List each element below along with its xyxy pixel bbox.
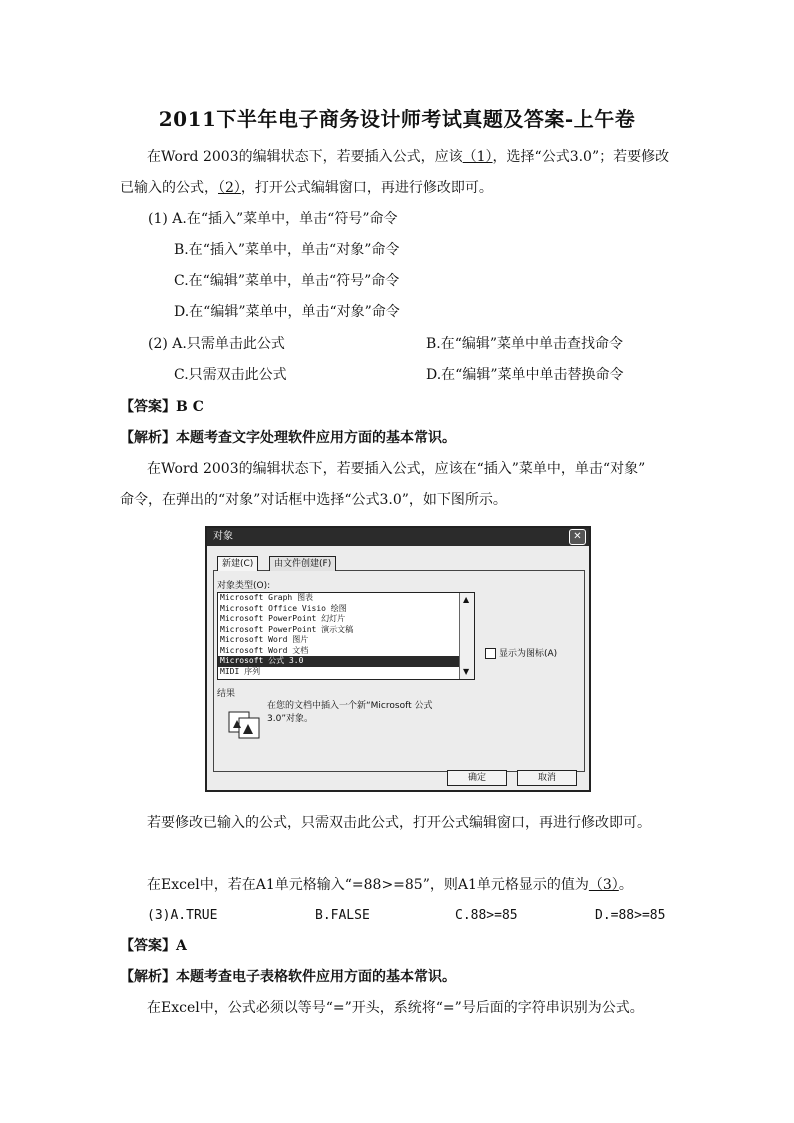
close-icon[interactable]: ✕ xyxy=(569,529,586,545)
analysis-3: 【解析】本题考查电子表格软件应用方面的基本常识。 xyxy=(120,969,456,985)
option-1a: (1) A.在“插入”菜单中，单击“符号”命令 xyxy=(148,211,398,227)
chevron-down-icon[interactable]: ▼ xyxy=(463,667,470,676)
option-3b: B.FALSE xyxy=(315,908,370,923)
result-line: 在您的文档中插入一个新“Microsoft 公式 xyxy=(267,701,433,711)
question-3-stem xyxy=(147,874,633,894)
ok-button[interactable]: 确定 xyxy=(447,770,507,786)
show-as-icon-label: 显示为图标(A) xyxy=(499,649,558,659)
stem-text: 。 xyxy=(618,877,633,893)
explanation-1-line2: 命令，在弹出的“对象”对话框中选择“公式3.0”，如下图所示。 xyxy=(120,492,507,508)
object-type-label: 对象类型(O): xyxy=(217,581,271,591)
question-1-stem-line2 xyxy=(120,177,493,197)
result-description xyxy=(267,700,432,726)
list-item[interactable]: Microsoft PowerPoint 幻灯片 xyxy=(220,614,346,623)
stem-text: 在Excel中，若在A1单元格输入“=88>=85”，则A1单元格显示的值为 xyxy=(147,877,589,893)
list-item[interactable]: Microsoft Office Visio 绘图 xyxy=(220,603,347,613)
analysis-1: 【解析】本题考查文字处理软件应用方面的基本常识。 xyxy=(120,430,456,446)
object-dialog xyxy=(205,526,591,792)
stem-text: ，选择“公式3.0”；若要修改 xyxy=(492,149,670,165)
option-1b: B.在“插入”菜单中，单击“对象”命令 xyxy=(174,242,400,258)
tab-from-file[interactable]: 由文件创建(F) xyxy=(269,556,336,571)
answer-3: 【答案】A xyxy=(120,938,187,954)
page-title: 2011下半年电子商务设计师考试真题及答案-上午卷 xyxy=(158,107,636,131)
option-1d: D.在“编辑”菜单中，单击“对象”命令 xyxy=(174,304,400,320)
blank-3: （3） xyxy=(588,877,619,893)
option-2a: (2) A.只需单击此公式 xyxy=(148,336,285,352)
list-item[interactable]: Microsoft Graph 图表 xyxy=(220,593,314,602)
option-3a: (3)A.TRUE xyxy=(147,908,218,923)
result-label: 结果 xyxy=(217,689,236,699)
option-2b: B.在“编辑”菜单中单击查找命令 xyxy=(426,336,624,352)
question-1-stem-line1 xyxy=(147,146,669,166)
option-1c: C.在“编辑”菜单中，单击“符号”命令 xyxy=(174,273,400,289)
tab-new[interactable]: 新建(C) xyxy=(217,556,258,571)
list-item[interactable]: Microsoft PowerPoint 演示文稿 xyxy=(220,624,354,634)
list-item[interactable]: Microsoft Word 图片 xyxy=(220,635,309,644)
option-3c: C.88>=85 xyxy=(455,908,518,923)
stem-text: ，打开公式编辑窗口，再进行修改即可。 xyxy=(240,180,493,196)
chevron-up-icon[interactable]: ▲ xyxy=(463,595,470,604)
show-as-icon-checkbox[interactable] xyxy=(485,646,557,659)
answer-1: 【答案】B C xyxy=(120,399,204,415)
blank-1: （1） xyxy=(462,149,493,165)
stem-text: 已输入的公式， xyxy=(120,180,218,196)
dialog-title: 对象 xyxy=(213,531,233,542)
option-2c: C.只需双击此公式 xyxy=(174,367,287,383)
list-scrollbar[interactable] xyxy=(459,593,474,679)
stem-text: 在Word 2003的编辑状态下，若要插入公式，应该 xyxy=(147,149,463,165)
blank-2: （2） xyxy=(218,180,241,196)
list-item[interactable]: MIDI 序列 xyxy=(220,666,261,676)
checkbox-icon[interactable] xyxy=(485,648,496,659)
result-line: 3.0”对象。 xyxy=(267,714,313,724)
list-item-selected[interactable]: Microsoft 公式 3.0 xyxy=(218,656,474,667)
document-icon xyxy=(227,708,263,742)
cancel-button[interactable]: 取消 xyxy=(517,770,577,786)
explanation-1-line1: 在Word 2003的编辑状态下，若要插入公式，应该在“插入”菜单中，单击“对象” xyxy=(147,461,646,477)
explanation-1-after: 若要修改已输入的公式，只需双击此公式，打开公式编辑窗口，再进行修改即可。 xyxy=(147,815,651,831)
option-2d: D.在“编辑”菜单中单击替换命令 xyxy=(426,367,624,383)
object-type-list[interactable] xyxy=(217,592,475,680)
list-item[interactable]: Microsoft Word 文档 xyxy=(220,645,309,655)
explanation-3: 在Excel中，公式必须以等号“=”开头，系统将“=”号后面的字符串识别为公式。 xyxy=(147,1000,644,1016)
dialog-titlebar xyxy=(207,528,589,546)
option-3d: D.=88>=85 xyxy=(595,908,666,923)
